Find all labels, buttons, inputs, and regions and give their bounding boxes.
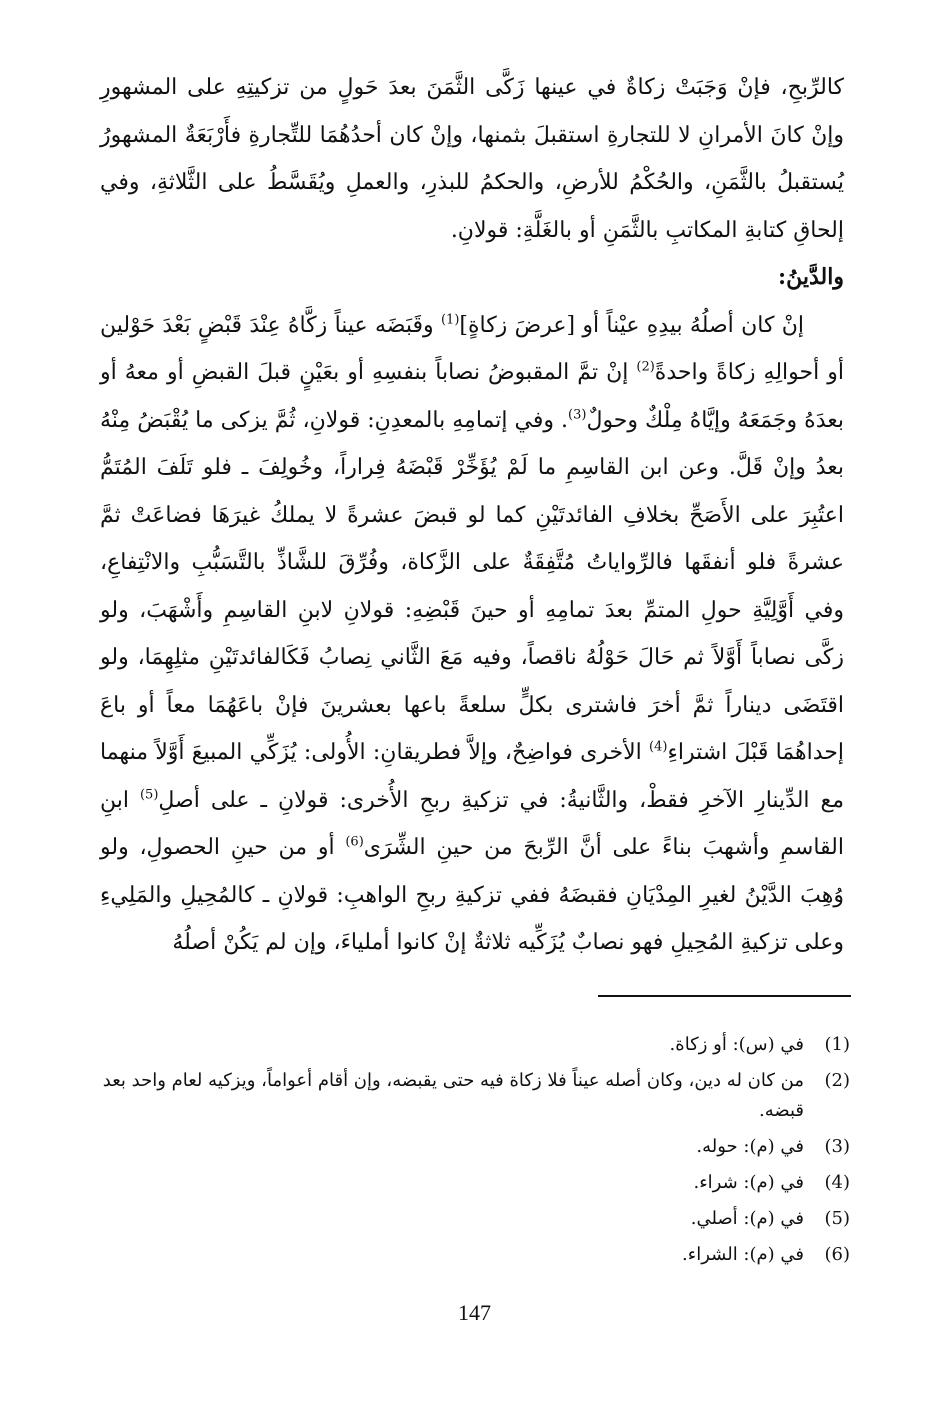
footnote xyxy=(100,1168,850,1198)
text-run: الأخرى فواضِحٌ، وإلاَّ فطريقانِ: الأُولى: يُزَكِّي المبيعَ أَوَّلاً منهما مع الدِّينارِ الآخرِ فقطْ، والثَّانيةُ: في تزكيةِ ربحِ الأُخرى: قولانِ ـ على أصلِ xyxy=(100,740,844,813)
footnote-number: (3) xyxy=(824,1136,850,1157)
footnote-ref: (2) xyxy=(636,359,655,375)
footnote-ref: (4) xyxy=(649,739,668,755)
footnote-text: في (م): أصلي. xyxy=(690,1208,804,1229)
footnote-ref: (6) xyxy=(345,834,364,850)
text-run: إنْ كان أصلُهُ بيدِهِ عيْناً أو [عرضَ زكاةٍ] xyxy=(459,312,804,338)
footnote-text: في (س): أو زكاة. xyxy=(669,1034,804,1055)
footnote-number: (4) xyxy=(824,1172,850,1193)
text-run: أو من حينِ الحصولِ، ولو وُهِبَ الدَّيْنُ لغيرِ المِدْيَانِ فقبضَهُ ففي تزكيةِ ربحِ الواهبِ: قولانِ ـ كالمُحِيلِ والمَلِيءِ وعلى تزكيةِ المُحِيلِ فهو نصابٌ يُزَكِّيه ثلاثةٌ إنْ كانوا أملياءَ، وإن لم يَكُنْ أصلُهُ xyxy=(100,835,844,955)
main-text xyxy=(100,64,844,967)
footnote-text: في (م): حوله. xyxy=(696,1136,804,1157)
footnote-ref: (5) xyxy=(139,787,159,803)
text-run: ابنِ القاسمِ وأشهبَ بناءً على أنَّ الرِّبحَ من حينِ الشِّرَى xyxy=(100,787,844,860)
footnote-divider xyxy=(598,995,851,997)
text-run: وقَبَضَه عيناً زكَّاهُ عِنْدَ قَبْضٍ بَعْدَ حَوْلين أو أحوالِهِ زكاةً واحدةً xyxy=(100,312,844,385)
footnotes xyxy=(100,1030,850,1276)
footnote-text: من كان له دين، وكان أصله عيناً فلا زكاة فيه حتى يقبضه، وإن أقام أعواماً، ويزكيه لعام واحد بعد قبضه. xyxy=(102,1070,804,1121)
text-run: إنْ تمَّ المقبوضُ نصاباً بنفسِهِ أو بعَيْنٍ قبلَ القبضِ أو معهُ أو بعدَهُ وجَمَعَهُ وإيَّاهُ مِلْكٌ وحولٌ xyxy=(100,360,844,433)
footnote-text: في (م): شراء. xyxy=(693,1172,804,1193)
footnote-ref: (1) xyxy=(440,312,460,328)
footnote-number: (6) xyxy=(824,1244,850,1265)
footnote-number: (5) xyxy=(824,1208,850,1229)
footnote xyxy=(100,1240,850,1270)
section-heading: والدَّينُ: xyxy=(778,264,844,290)
footnote-text: في (م): الشراء. xyxy=(682,1244,804,1265)
footnote xyxy=(100,1204,850,1234)
footnote-number: (1) xyxy=(824,1034,850,1055)
footnote xyxy=(100,1030,850,1060)
page-number: 147 xyxy=(458,1300,491,1325)
paragraph: كالرِّبحِ، فإنْ وَجَبَتْ زكاةٌ في عينها زَكَّى الثَّمَنَ بعدَ حَولٍ من تزكيتِهِ على المشهورِ وإنْ كانَ الأمرانِ لا للتجارةِ استقبلَ بثمنها، وإنْ كان أحدُهُمَا للتِّجارةِ فأَرْبَعَةٌ المشهورُ يُستقبلُ بالثَّمَنِ، والحُكْمُ للأرضِ، والحكمُ للبذرِ، والعملِ ويُقَسَّطُ على الثَّلاثةِ، وفي إلحاقِ كتابةِ المكاتبِ بالثَّمَنِ أو بالغَلَّةِ: قولانِ. xyxy=(100,75,844,243)
footnote xyxy=(100,1066,850,1126)
footnote xyxy=(100,1132,850,1162)
text-run: . وفي إتمامِهِ بالمعدِنِ: قولانِ، ثُمَّ يزكى ما يُقْبَضُ مِنْهُ بعدُ وإنْ قَلَّ. وعن ابن القاسِمِ ما لَمْ يُؤَخِّرْ قَبْضَهُ فِراراً، وخُولِفَ ـ فلو تَلَفَ المُتَمُّ اعتُبِرَ على الأَصَحِّ بخلافِ الفائدتَيْنِ كما لو قبضَ عشرةً لا يملكُ غيرَهَا فضاعَتْ ثمَّ عشرةً فلو أنفقَها فالرِّواياتُ مُتَّفِقَةٌ على الزَّكاة، وفُرِّقَ للشَّاذِّ بالتَّسَبُّبِ والانْتِفاعِ، وفي أَوَّلِيَّةِ حولِ المتمِّ بعدَ تمامِهِ أو حينَ قَبْضِهِ: قولانِ لابنِ القاسِمِ وأَشْهَبَ، ولو زكَّى نصاباً أَوَّلاً ثم حَالَ حَوْلُهُ ناقصاً، وفيه مَعَ الثَّاني نِصابُ فَكَالفائدتَيْنِ مثلِهِمَا، ولو اقتَضَى ديناراً ثمَّ أخرَ فاشترى بكلٍّ سلعةً باعها بعشرينَ فإنْ باعَهُمَا معاً أو باعَ إحداهُمَا قَبْلَ اشتراءِ xyxy=(100,407,844,765)
paragraph xyxy=(100,302,844,967)
footnote-number: (2) xyxy=(824,1070,850,1091)
footnote-ref: (3) xyxy=(568,407,587,423)
